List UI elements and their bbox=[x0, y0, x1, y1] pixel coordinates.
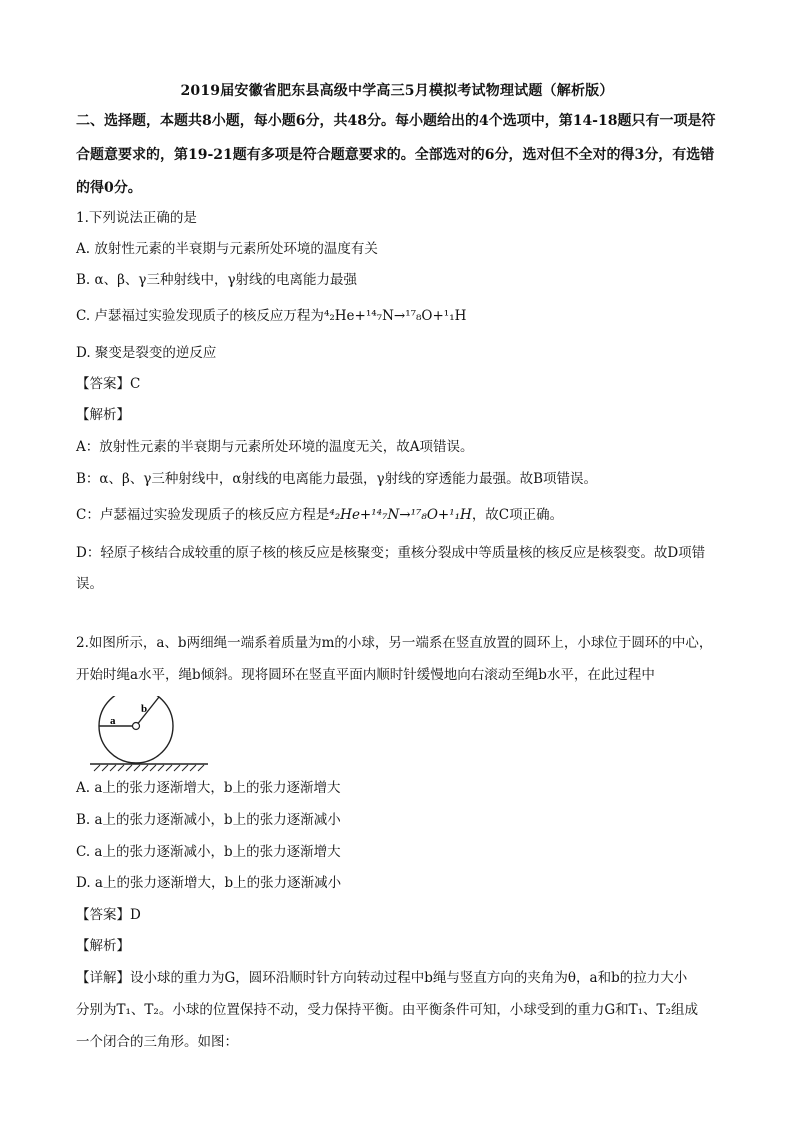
q1-explanation-c-suffix: ，故C项正确。 bbox=[471, 507, 564, 523]
q2-detail-line-1: 【详解】设小球的重力为G，圆环沿顺时针方向转动过程中b绳与竖直方向的夹角为θ，a和b的拉力大小 bbox=[76, 970, 688, 986]
q1-explanation-c-text: C：卢瑟福过实验发现质子的核反应方程是 bbox=[76, 507, 330, 523]
page-title: 2019届安徽省肥东县高级中学高三5月模拟考试物理试题（解析版） bbox=[180, 83, 614, 99]
q1-explanation-d-line-2: 误。 bbox=[76, 576, 103, 592]
q1-analysis-label: 【解析】 bbox=[76, 407, 130, 423]
q2-option-c: C. a上的张力逐渐减小，b上的张力逐渐增大 bbox=[76, 844, 341, 860]
label-a: a bbox=[110, 715, 116, 727]
section-intro-line-3: 的得0分。 bbox=[76, 180, 142, 196]
section-intro-line-2: 合题意要求的，第19-21题有多项是符合题意要求的。全部选对的6分，选对但不全对的得3分，有选错 bbox=[76, 147, 715, 163]
q2-detail-line-2: 分别为T₁、T₂。小球的位置保持不动，受力保持平衡。由平衡条件可知，小球受到的重力G和T₁、T₂组成 bbox=[76, 1002, 698, 1018]
rope-b bbox=[136, 697, 159, 726]
q1-option-d: D. 聚变是裂变的逆反应 bbox=[76, 345, 217, 361]
q1-option-b: B. α、β、γ三种射线中，γ射线的电离能力最强 bbox=[76, 272, 358, 288]
q1-option-c bbox=[76, 307, 726, 325]
q1-option-a: A. 放射性元素的半衰期与元素所处环境的温度有关 bbox=[76, 241, 378, 257]
q2-option-d: D. a上的张力逐渐增大，b上的张力逐渐减小 bbox=[76, 875, 342, 891]
q2-stem-line-1: 2.如图所示，a、b两细绳一端系着质量为m的小球，另一端系在竖直放置的圆环上，小球位于圆环的中心， bbox=[76, 635, 713, 651]
q1-explanation-d-line-1: D：轻原子核结合成较重的原子核的核反应是核聚变；重核分裂成中等质量核的核反应是核裂变。故D项错 bbox=[76, 545, 706, 561]
q1-explanation-c-equation: ⁴₂He+¹⁴₇N→¹⁷₈O+¹₁H bbox=[329, 507, 472, 523]
q1-option-c-equation: ⁴₂He+¹⁴₇N→¹⁷₈O+¹₁H bbox=[323, 308, 467, 324]
label-b: b bbox=[141, 703, 148, 715]
q2-stem-line-2: 开始时绳a水平，绳b倾斜。现将圆环在竖直平面内顺时针缓慢地向右滚动至绳b水平，在此过程中 bbox=[76, 667, 655, 683]
q2-analysis-label: 【解析】 bbox=[76, 938, 130, 954]
q1-answer: 【答案】C bbox=[76, 376, 141, 392]
q2-option-b: B. a上的张力逐渐减小，b上的张力逐渐减小 bbox=[76, 812, 341, 828]
ground-hatching bbox=[94, 765, 204, 771]
q1-explanation-a: A：放射性元素的半衰期与元素所处环境的温度无关，故A项错误。 bbox=[76, 439, 474, 455]
q1-stem: 1.下列说法正确的是 bbox=[76, 210, 197, 226]
q1-option-c-text: C. 卢瑟福过实验发现质子的核反应万程为 bbox=[76, 308, 324, 324]
q2-answer: 【答案】D bbox=[76, 907, 141, 923]
q1-explanation-b: B：α、β、γ三种射线中，α射线的电离能力最强，γ射线的穿透能力最强。故B项错误。 bbox=[76, 471, 598, 487]
ball bbox=[133, 723, 140, 730]
ring-figure bbox=[90, 696, 210, 776]
q2-detail-line-3: 一个闭合的三角形。如图： bbox=[76, 1034, 238, 1050]
q2-option-a: A. a上的张力逐渐增大，b上的张力逐渐增大 bbox=[76, 780, 341, 796]
q1-explanation-c bbox=[76, 506, 726, 524]
section-intro-line-1: 二、选择题，本题共8小题，每小题6分，共48分。每小题给出的4个选项中，第14-18题只有一项是符 bbox=[76, 113, 716, 129]
